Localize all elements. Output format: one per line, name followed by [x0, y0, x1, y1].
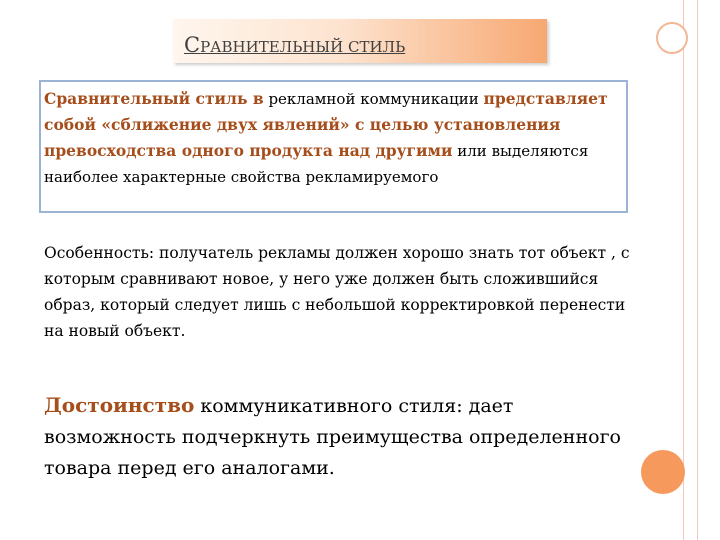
definition-plain-2: или выделяются наиболее характерные свойства рекламируемого [44, 142, 589, 186]
feature-paragraph: Особенность: получатель рекламы должен хорошо знать тот объект , с которым сравнивают новое, у него уже должен быть сложившийся образ, который следует лишь с небольшой корректировкой перенести на новый объект. [44, 244, 630, 340]
decor-line-left [683, 0, 684, 540]
definition-text [44, 86, 624, 190]
slide-title-rest: РАВНИТЕЛЬНЫЙ СТИЛЬ [200, 38, 406, 56]
definition-highlight: представляет собой «сближение двух явлений» с целью установления превосходства одного продукта над другими [44, 89, 608, 160]
decor-line-right [697, 0, 698, 540]
slide-title-initial: С [184, 33, 201, 57]
definition-plain-1: рекламной коммуникации [263, 90, 484, 108]
merit-heading: Достоинство [44, 393, 195, 417]
decor-circle-filled [641, 450, 685, 494]
decor-circle-outline [656, 22, 688, 54]
merit-paragraph [44, 390, 634, 484]
slide-title [184, 33, 405, 57]
merit-body: коммуникативного стиля: дает возможность подчеркнуть преимущества определенного товара перед его аналогами. [44, 395, 621, 479]
definition-term: Сравнительный стиль в [44, 89, 264, 108]
